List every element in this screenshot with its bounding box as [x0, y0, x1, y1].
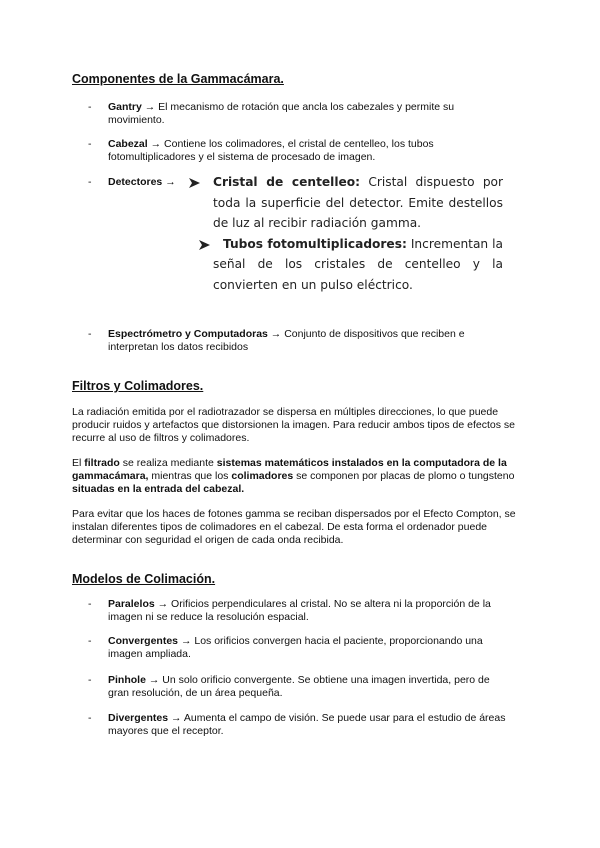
tubos-term: Tubos fotomultiplicadores: [223, 236, 407, 251]
list-item-gantry [88, 101, 508, 127]
bold-run: sistemas matemáticos instalados en la computadora de la gammacámara, [72, 457, 507, 483]
bullet-dash: - [88, 635, 92, 647]
item-text: → Orificios perpendiculares al cristal. No se altera ni la proporción de la imagen ni se reduce la resolución espacial. [108, 598, 491, 623]
section-title-modelos: Modelos de Colimación. [72, 572, 216, 586]
item-text: → Los orificios convergen hacia el paciente, proporcionando una imagen ampliada. [108, 635, 483, 660]
list-item-paralelos [88, 598, 508, 624]
arrowhead-bullet-icon [199, 240, 210, 250]
paragraph-compton: Para evitar que los haces de fotones gamma se reciban dispersados por el Efecto Compton, se instalan diferentes tipos de colimadores en el cabezal. De esta forma el ordenador puede determinar con seguridad el origen de cada onda recibida. [72, 508, 516, 547]
list-item-espectrometro [88, 328, 508, 354]
bullet-dash: - [88, 674, 92, 686]
text-run: se realiza mediante [122, 457, 214, 469]
text-run: mientras que los [151, 470, 229, 483]
bullet-dash: - [88, 712, 92, 724]
item-text: → Contiene los colimadores, el cristal de centelleo, los tubos fotomultiplicadores y el sistema de procesado de imagen. [108, 138, 434, 163]
section-title-componentes: Componentes de la Gammacámara. [72, 72, 284, 86]
bullet-dash: - [88, 328, 92, 340]
paragraph-filtrado [72, 457, 530, 497]
item-term: Espectrómetro y Computadoras [108, 328, 268, 340]
item-term: Detectores [108, 176, 163, 188]
bullet-dash: - [88, 176, 92, 188]
bullet-dash: - [88, 138, 92, 150]
detectores-bullet-2 [183, 234, 503, 296]
text-run: El [72, 457, 82, 469]
cristal-text: Cristal dispuesto por toda la superficie del detector. Emite destellos de luz al recibir radiación gamma. [213, 175, 504, 231]
item-term: Paralelos [108, 598, 155, 610]
item-text: → Un solo orificio convergente. Se obtiene una imagen invertida, pero de gran resolución, de un área pequeña. [108, 674, 490, 699]
item-text: → Aumenta el campo de visión. Se puede usar para el estudio de áreas mayores que el receptor. [108, 712, 506, 737]
paragraph-radiacion: La radiación emitida por el radiotrazador se dispersa en múltiples direcciones, lo que puede producir ruidos y artefactos que distorsionen la imagen. Para reducir ambos tipos de efectos se recurre al uso de filtros y colimadores. [72, 406, 515, 445]
list-item-cabezal [88, 138, 508, 164]
bullet-dash: - [88, 598, 92, 610]
item-term: Pinhole [108, 674, 146, 686]
detectores-image-box [183, 172, 503, 300]
item-text: → Conjunto de dispositivos que reciben e interpretan los datos recibidos [108, 328, 465, 353]
list-item-pinhole [88, 674, 508, 700]
list-item-divergentes [88, 712, 508, 738]
item-term: Convergentes [108, 635, 179, 647]
item-text: → [165, 176, 176, 188]
cristal-term: Cristal de centelleo: [213, 175, 361, 189]
list-item-convergentes [88, 635, 508, 661]
item-term: Cabezal [108, 138, 148, 150]
arrowhead-bullet-icon [189, 178, 200, 188]
bullet-dash: - [88, 101, 92, 113]
item-text: → El mecanismo de rotación que ancla los cabezales y permite su movimiento. [108, 101, 455, 126]
item-term: Divergentes [108, 712, 169, 724]
section-title-filtros: Filtros y Colimadores. [72, 379, 204, 393]
list-item-detectores [88, 176, 188, 189]
tubos-text: Incrementan la señal de los cristales de centelleo y la convierten en un pulso eléctrico. [213, 236, 503, 292]
item-term: Gantry [108, 101, 142, 113]
bold-run: filtrado [84, 457, 120, 469]
bold-run: situadas en la entrada del cabezal. [72, 483, 245, 496]
text-run: se componen por placas de plomo o tungsteno [296, 470, 515, 483]
bold-run: colimadores [231, 470, 294, 483]
detectores-bullet-1 [183, 172, 503, 234]
